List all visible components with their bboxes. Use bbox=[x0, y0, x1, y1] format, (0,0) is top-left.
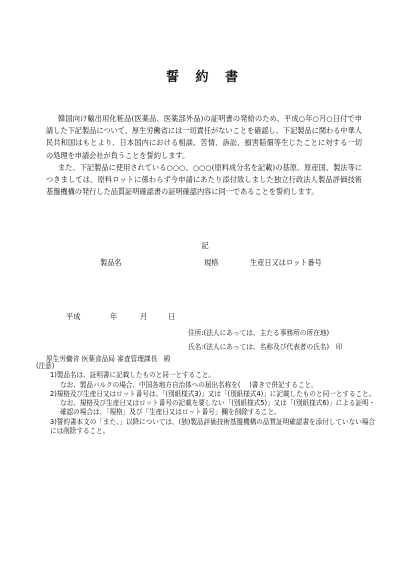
notes-heading: (注意) bbox=[36, 362, 55, 370]
date-month: 月 bbox=[140, 312, 148, 321]
note-2: 2)規格及び生産日又はロット番号は、「(別紙様式3)」又は「(別紙様式4)」に記載したものと同一とすること。 bbox=[50, 389, 376, 398]
document-title: 誓 約 書 bbox=[165, 70, 245, 85]
note-1-detail: なお、製品バルクの場合、中国各地方自治体への届出名称を( )書きで併記すること。 bbox=[60, 380, 318, 389]
date-year: 年 bbox=[110, 312, 118, 321]
note-3: 3)誓約書本文の「また、」以降については、(独)製品評価技術基盤機構の品質証明確認書を添付していない場合には削除すること。 bbox=[50, 417, 375, 436]
ki-heading: 記 bbox=[201, 241, 209, 250]
date-day: 日 bbox=[168, 312, 176, 321]
note-2-detail: なお、規格及び生産日又はロット番号の記載を要しない「(別紙様式5)」又は「(別紙様式6)」による証明・確認の場合は、「規格」及び「生産日又はロット番号」欄を削除すること。 bbox=[60, 399, 376, 417]
name-line: 氏名:(法人にあっては、名称及び代表者の氏名) 印 bbox=[188, 343, 343, 351]
pledge-paragraph-2: また、下記製品に使用されている○○○、○○○(原料成分名を記載)の基原、原産国、製法等につきましては、原料ロットに係わらず今申請にあたり添付致しました独立行政法人製品評価技術基盤機構の発行した品質証明確認書の証明確認内容に同一であることを誓約します。 bbox=[46, 163, 362, 197]
spec-header: 規格 bbox=[204, 258, 219, 267]
address-line: 住所:(法人にあっては、主たる事務所の所在地) bbox=[188, 329, 330, 337]
pledge-paragraph-1: 韓国向け輸出用化粧品(医薬品、医薬部外品)の証明書の発給のため、平成○年○月○日付で申請した下記製品について、厚生労働省には一切責任がないことを確認し、下記製品に関わる中華人民共和国はもとより、日本国内における相談、苦情、訴訟、損害賠償等生じたことに対する一切の処理を申請会社が負うことを誓約します。 bbox=[46, 114, 362, 160]
addressee: 厚生労働省 医薬食品局 審査管理課長 殿 bbox=[46, 355, 171, 363]
product-name-header: 製品名 bbox=[100, 258, 122, 267]
note-1: 1)製品名は、証明書に記載したものと同一とすること。 bbox=[50, 371, 216, 380]
notes-section bbox=[36, 362, 376, 436]
lot-number-header: 生産日又はロット番号 bbox=[250, 258, 322, 267]
date-era: 平成 bbox=[66, 312, 81, 321]
